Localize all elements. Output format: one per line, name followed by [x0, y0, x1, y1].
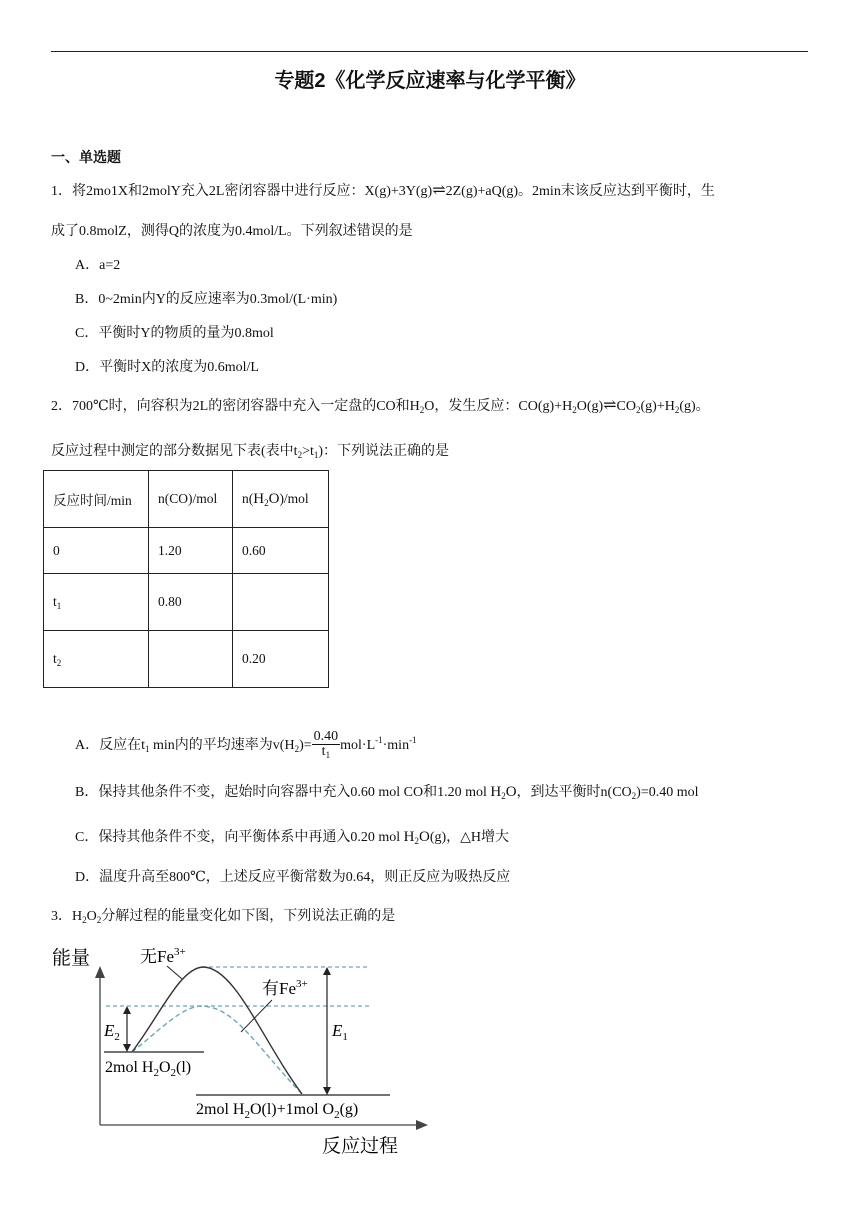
q3-line1: 3．$H_2O_2$分解过程的能量变化如下图，下列说法正确的是 [51, 909, 396, 925]
cell-time: $t_1$ [44, 574, 149, 631]
q2-option-b: B．保持其他条件不变，起始时向容器中充入0.60 mol CO和1.20 mol $H_2O$，到达平衡时$n(CO_2)=0.40$ mol [75, 784, 699, 801]
q1-line2: 成了0.8molZ，测得Q的浓度为0.4mol/L。下列叙述错误的是 [51, 224, 413, 239]
rate-fraction: $\frac{0.40}{t_1}$ [313, 729, 339, 760]
e2-label: $E_2$ [104, 1021, 120, 1043]
catalyzed-curve [132, 1006, 302, 1094]
cell-time: $t_2$ [44, 631, 149, 688]
cell-co: 1.20 [149, 528, 233, 574]
e2-arrow-head-bottom [123, 1044, 131, 1052]
q2-option-c: C．保持其他条件不变，向平衡体系中再通入0.20 mol $H_2O(g)$，△H增大 [75, 829, 510, 846]
e1-arrow-head-top [323, 967, 331, 975]
with-fe-label: 有$Fe^{3+}$ [262, 978, 308, 998]
q2-option-a: A．反应在$t_1$ min内的平均速率为$v(H_2)=$ $\frac{0.40}{t_1}$ $mol\cdot L^{-1}\cdot\min^{-1}$ [75, 729, 417, 760]
page-title: 专题2《化学反应速率与化学平衡》 [274, 70, 586, 92]
cell-co: 0.80 [149, 574, 233, 631]
e2-arrow-head-top [123, 1006, 131, 1014]
no-fe-pointer [167, 966, 182, 979]
q1-option-a: A．a=2 [75, 258, 121, 273]
q2-option-d: D．温度升高至800℃，上述反应平衡常数为0.64，则正反应为吸热反应 [75, 870, 511, 885]
q1-option-d: D．平衡时X的浓度为0.6mol/L [75, 360, 259, 375]
e1-arrow-head-bottom [323, 1087, 331, 1095]
q1-option-b: B．0~2min内Y的反应速率为0.3mol/(L·min) [75, 292, 338, 307]
q1-option-c: C．平衡时Y的物质的量为0.8mol [75, 326, 274, 341]
cell-time: 0 [44, 528, 149, 574]
y-axis-label: 能量 [52, 948, 91, 969]
reactant-label: 2mol $H_2O_2(l)$ [105, 1059, 192, 1079]
x-axis-arrow [416, 1120, 428, 1130]
q2-line2: 反应过程中测定的部分数据见下表(表中$t_2>t_1$)：下列说法正确的是 [51, 444, 450, 460]
q2-line1: 2．700℃时，向容积为2L的密闭容器中充入一定盘的CO和$H_2O$，发生反应：$CO(g)+H_2O(g)\rightleftharpoons CO_2(g)+H_2(g)$。 [51, 397, 710, 415]
y-axis-arrow [95, 966, 105, 978]
header-co: n(CO)/mol [149, 471, 233, 528]
section-heading: 一、单选题 [51, 151, 121, 166]
cell-h2o: 0.60 [233, 528, 329, 574]
q1-line1: 1．将2mo1X和2molY充入2L密闭容器中进行反应：X(g)+3Y(g)⇌2Z(g)+aQ(g)。2min末该反应达到平衡时，生 [51, 182, 715, 199]
cell-h2o: 0.20 [233, 631, 329, 688]
e1-label: $E_1$ [332, 1021, 348, 1043]
no-fe-label: 无$Fe^{3+}$ [140, 946, 186, 966]
product-label: 2mol $H_2O(l)+1mol$ $O_2(g)$ [196, 1101, 359, 1121]
header-time: 反应时间/min [44, 471, 149, 528]
x-axis-label: 反应过程 [322, 1136, 399, 1157]
header-h2o: $n(H_2O)$/mol [233, 471, 329, 528]
